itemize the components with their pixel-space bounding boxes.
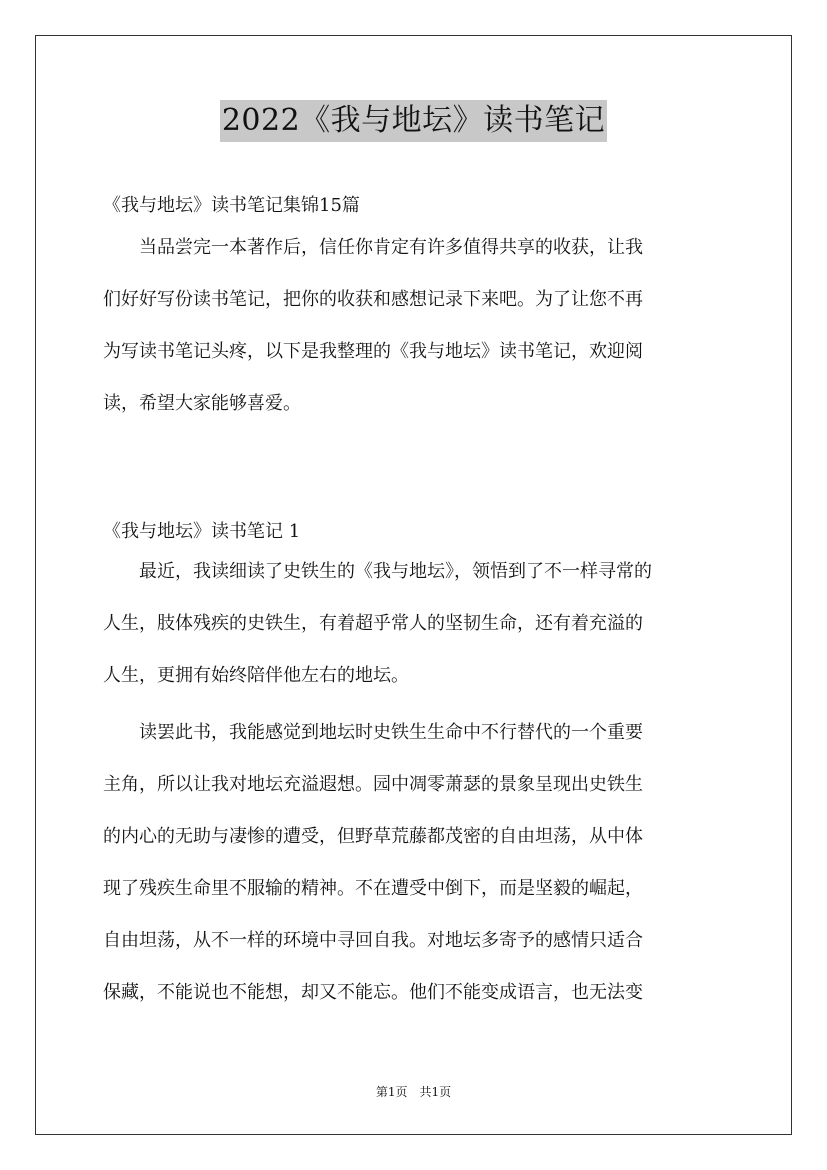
document-title: 2022《我与地坛》读书笔记 xyxy=(220,100,607,142)
paragraph-line: 保藏，不能说也不能想，却又不能忘。他们不能变成语言，也无法变 xyxy=(103,982,643,1003)
page-footer: 第1页 共1页 xyxy=(375,1085,452,1099)
paragraph-line: 人生，肢体残疾的史铁生，有着超乎常人的坚韧生命，还有着充溢的 xyxy=(103,613,643,634)
paragraph-line: 现了残疾生命里不服输的精神。不在遭受中倒下，而是坚毅的崛起， xyxy=(103,878,643,899)
paragraph-line: 的内心的无助与凄惨的遭受，但野草荒藤都茂密的自由坦荡，从中体 xyxy=(103,826,643,847)
intro-line: 当品尝完一本著作后，信任你肯定有许多值得共享的收获，让我 xyxy=(139,237,643,258)
paragraph-1 xyxy=(103,546,728,702)
paragraph-2 xyxy=(103,707,728,1019)
intro-line: 们好好写份读书笔记，把你的收获和感想记录下来吧。为了让您不再 xyxy=(103,289,643,310)
intro-line: 读，希望大家能够喜爱。 xyxy=(103,393,301,414)
section-heading: 《我与地坛》读书笔记 1 xyxy=(103,521,301,542)
paragraph-line: 读罢此书，我能感觉到地坛时史铁生生命中不行替代的一个重要 xyxy=(139,722,643,743)
intro-paragraph xyxy=(103,222,728,430)
intro-line: 为写读书笔记头疼，以下是我整理的《我与地坛》读书笔记，欢迎阅 xyxy=(103,341,643,362)
paragraph-line: 自由坦荡，从不一样的环境中寻回自我。对地坛多寄予的感情只适合 xyxy=(103,930,643,951)
title-container xyxy=(0,100,827,142)
paragraph-line: 主角，所以让我对地坛充溢遐想。园中凋零萧瑟的景象呈现出史铁生 xyxy=(103,774,643,795)
paragraph-line: 人生，更拥有始终陪伴他左右的地坛。 xyxy=(103,665,409,686)
paragraph-line: 最近，我读细读了史铁生的《我与地坛》，领悟到了不一样寻常的 xyxy=(139,561,652,582)
document-subtitle: 《我与地坛》读书笔记集锦15篇 xyxy=(103,195,360,216)
